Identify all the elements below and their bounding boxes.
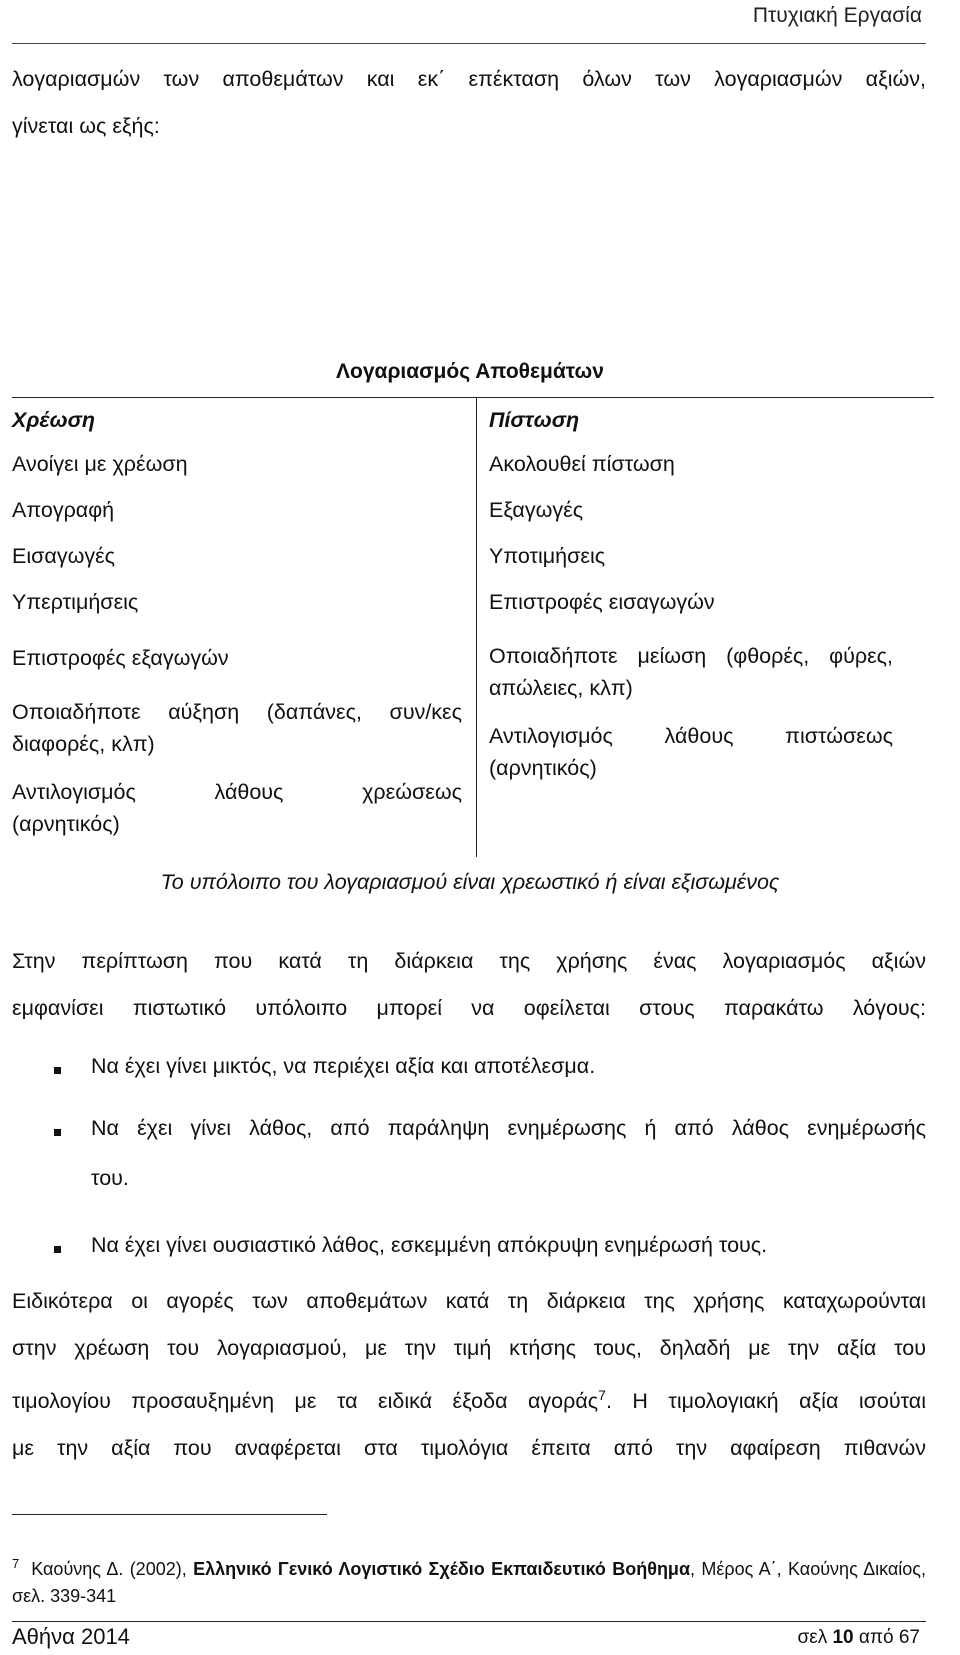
t-account-summary: Το υπόλοιπο του λογαριασμού είναι χρεωστικό ή είναι εξισωμένος	[160, 870, 780, 894]
footnote-separator	[12, 1514, 327, 1515]
credit-item-line: απώλειες, κλπ)	[489, 676, 633, 700]
header-divider	[12, 43, 926, 44]
credit-item: Ακολουθεί πίστωση	[489, 452, 675, 476]
page-current: 10	[832, 1627, 854, 1648]
t-account-horizontal-rule	[12, 397, 934, 398]
paragraph-purchases	[12, 1278, 926, 1472]
footnote	[12, 1550, 926, 1610]
paragraph-line: με την αξία που αναφέρεται στα τιμολόγια έπειτα από την αφαίρεση πιθανών	[12, 1436, 926, 1461]
credit-item-line: Οποιαδήποτε μείωση (φθορές, φύρες,	[489, 644, 893, 668]
square-bullet-icon	[54, 1246, 61, 1253]
paragraph-line: στην χρέωση του λογαριασμού, με την τιμή κτήσης τους, δηλαδή με την αξία του	[12, 1336, 926, 1360]
debit-item: Επιστροφές εξαγωγών	[12, 646, 229, 670]
credit-item-multiline	[489, 720, 893, 784]
intro-paragraph	[12, 56, 926, 150]
footnote-number: 7	[12, 1556, 20, 1571]
debit-item: Απογραφή	[12, 498, 115, 522]
t-account-credit-column	[489, 404, 893, 798]
debit-item-line: (αρνητικός)	[12, 812, 120, 836]
paragraph-line: εμφανίσει πιστωτικό υπόλοιπο μπορεί να οφείλεται στους παρακάτω λόγους:	[12, 996, 926, 1020]
paragraph-text: τιμολογίου προσαυξημένη με τα ειδικά έξοδα αγοράς	[12, 1389, 599, 1414]
footer-page-number	[798, 1627, 921, 1649]
footnote-author: Καούνης Δ. (2002),	[31, 1559, 187, 1579]
bullet-line: Να έχει γίνει λάθος, από παράληψη ενημέρωσης ή από λάθος ενημέρωσής	[91, 1116, 926, 1140]
debit-item-multiline	[12, 776, 462, 840]
credit-item: Εξαγωγές	[489, 498, 584, 522]
credit-item: Επιστροφές εισαγωγών	[489, 590, 715, 614]
bullet-text: Να έχει γίνει ουσιαστικό λάθος, εσκεμμένη απόκρυψη ενημέρωσή τους.	[91, 1233, 768, 1257]
square-bullet-icon	[54, 1129, 61, 1136]
page-total: 67	[898, 1627, 920, 1648]
paragraph-credit-balance	[12, 938, 926, 1032]
debit-item-line: διαφορές, κλπ)	[12, 732, 155, 756]
intro-line-2: γίνεται ως εξής:	[12, 114, 160, 138]
credit-item-line: (αρνητικός)	[489, 756, 597, 780]
debit-heading: Χρέωση	[12, 408, 95, 432]
t-account-debit-column	[12, 404, 462, 854]
debit-item: Ανοίγει με χρέωση	[12, 452, 188, 476]
bullet-line: του.	[91, 1166, 129, 1190]
debit-item-multiline	[12, 696, 462, 760]
credit-item-line: Αντιλογισμός λάθους πιστώσεως	[489, 724, 893, 748]
credit-heading: Πίστωση	[489, 408, 580, 432]
paragraph-text: . Η τιμολογιακή αξία ισούται	[605, 1389, 926, 1414]
t-account-vertical-rule	[476, 397, 477, 857]
footnote-rest: , Μέρος Α΄, Καούνης Δικαίος, σελ. 339-341	[12, 1559, 926, 1606]
debit-item-line: Αντιλογισμός λάθους χρεώσεως	[12, 780, 462, 804]
bullet-text-multiline	[91, 1103, 926, 1203]
debit-item: Υπερτιμήσεις	[12, 590, 139, 614]
footer-divider	[12, 1621, 926, 1622]
page-prefix: σελ	[797, 1627, 828, 1648]
footnote-book-title: Ελληνικό Γενικό Λογιστικό Σχέδιο Εκπαιδευτικό Βοήθημα	[193, 1559, 691, 1579]
bullet-text: Να έχει γίνει μικτός, να περιέχει αξία και αποτέλεσμα.	[91, 1054, 596, 1078]
square-bullet-icon	[54, 1067, 61, 1074]
paragraph-line-with-ref	[12, 1372, 926, 1425]
paragraph-line: Στην περίπτωση που κατά τη διάρκεια της χρήσης ένας λογαριασμός αξιών	[12, 949, 926, 973]
t-account-title: Λογαριασμός Αποθεμάτων	[336, 360, 604, 383]
intro-line-1: λογαριασμών των αποθεμάτων και εκ΄ επέκταση όλων των λογαριασμών αξιών,	[12, 67, 926, 91]
debit-item-line: Οποιαδήποτε αύξηση (δαπάνες, συν/κες	[12, 700, 462, 724]
footnote-reference: 7	[598, 1387, 606, 1403]
page-sep: από	[858, 1627, 894, 1648]
debit-item: Εισαγωγές	[12, 544, 116, 568]
credit-item: Υποτιμήσεις	[489, 544, 606, 568]
credit-item-multiline	[489, 640, 893, 704]
paragraph-line: Ειδικότερα οι αγορές των αποθεμάτων κατά τη διάρκεια της χρήσης καταχωρούνται	[12, 1289, 926, 1313]
footer-place-year: Αθήνα 2014	[12, 1624, 130, 1649]
running-header-title: Πτυχιακή Εργασία	[752, 4, 922, 27]
